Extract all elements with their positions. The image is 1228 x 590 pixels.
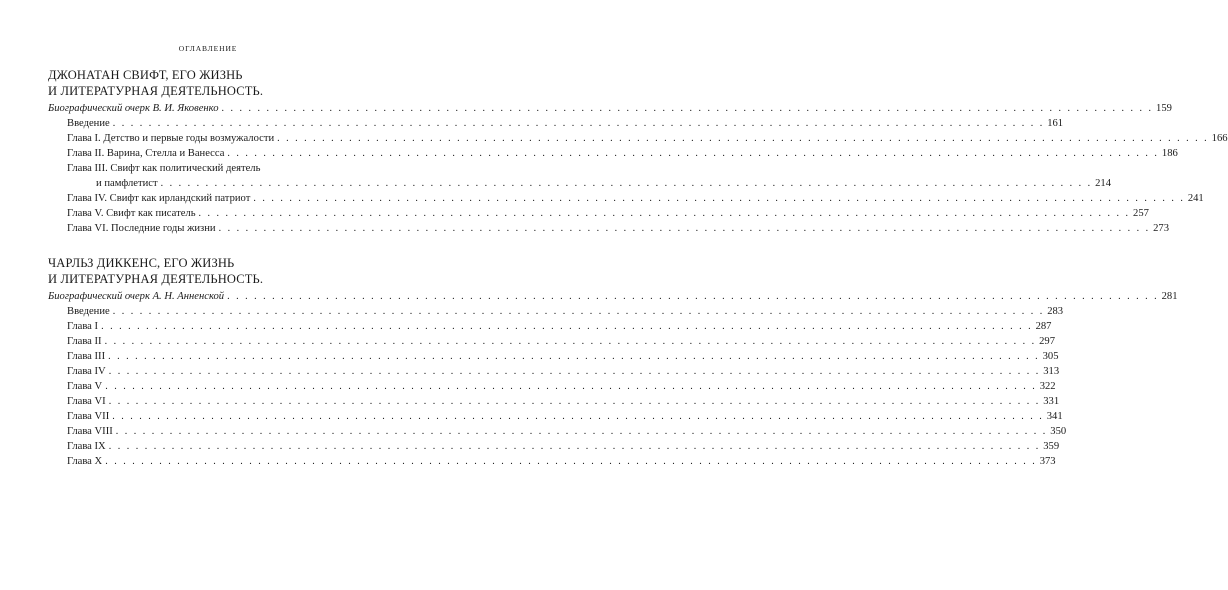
toc-entry-title: Глава X: [67, 456, 103, 467]
toc-entry[interactable]: [48, 454, 1056, 469]
toc-entry-title: Глава IX: [67, 441, 106, 452]
section-title-line: ДЖОНАТАН СВИФТ, ЕГО ЖИЗНЬ: [48, 68, 243, 82]
toc-entry-first-line: [67, 161, 360, 176]
toc-entry[interactable]: [48, 221, 1169, 236]
toc-entry[interactable]: [48, 424, 1067, 439]
toc-entry-title: Введение: [67, 306, 110, 317]
toc-page-number: 331: [1043, 396, 1060, 407]
toc-entry-title: Глава VI. Последние годы жизни: [67, 223, 216, 234]
toc-entry[interactable]: [48, 319, 1052, 334]
toc-entry[interactable]: [48, 116, 1064, 131]
toc-entry-title: Глава I: [67, 321, 99, 332]
section-title-line: И ЛИТЕРАТУРНАЯ ДЕЯТЕЛЬНОСТЬ.: [48, 272, 264, 286]
dot-leader: [101, 319, 1033, 334]
dot-leader: [113, 304, 1045, 319]
toc-entry-title: Глава V. Свифт как писатель: [67, 208, 196, 219]
toc-entry[interactable]: [48, 334, 1055, 349]
page-heading: ОГЛАВЛЕНИЕ: [178, 44, 238, 53]
toc-entry-title: Глава I. Детство и первые годы возмужалости: [67, 133, 275, 144]
toc-page-number: 186: [1161, 148, 1178, 159]
toc-entry[interactable]: [48, 349, 1059, 364]
toc-page-number: 305: [1042, 351, 1059, 362]
toc-entry-title: Глава VIII: [67, 426, 113, 437]
dot-leader: [109, 364, 1041, 379]
toc-entry-title: Глава II: [67, 336, 102, 347]
toc-entry-title: Глава IV: [67, 366, 106, 377]
dot-leader: [277, 131, 1209, 146]
toc-page-number: 273: [1153, 223, 1169, 234]
toc-entry-second-line: [67, 176, 1112, 191]
toc-entry[interactable]: [48, 131, 1228, 146]
toc-entry[interactable]: [48, 146, 1178, 161]
dot-leader: [105, 454, 1037, 469]
dot-leader: [105, 334, 1037, 349]
toc-page-number: 341: [1046, 411, 1063, 422]
toc-page-number: 257: [1133, 208, 1149, 219]
toc-page-number: 281: [1161, 291, 1178, 302]
toc-entry[interactable]: [48, 379, 1056, 394]
toc-entry[interactable]: [48, 289, 1178, 304]
toc-section-swift: [48, 67, 1228, 236]
dot-leader: [219, 221, 1151, 236]
toc-entry-title: Глава IV. Свифт как ирландский патриот: [67, 193, 251, 204]
toc-page-number: 287: [1035, 321, 1052, 332]
toc-entry-title: Глава VII: [67, 411, 110, 422]
dot-leader: [108, 349, 1040, 364]
toc-entry[interactable]: [48, 191, 1204, 206]
toc-list: [48, 101, 1228, 236]
toc-entry-wrap: [67, 161, 1112, 191]
toc-entry[interactable]: [48, 206, 1149, 221]
toc-entry-title: Введение: [67, 118, 110, 129]
toc-page-number: 161: [1047, 118, 1064, 129]
toc-page-number: 313: [1043, 366, 1060, 377]
toc-entry[interactable]: [48, 439, 1060, 454]
toc-entry-title: Биографический очерк А. Н. Анненской: [48, 291, 225, 302]
dot-leader: [253, 191, 1185, 206]
dot-leader: [222, 101, 1154, 116]
toc-page-number: 322: [1039, 381, 1056, 392]
toc-page-number: 297: [1039, 336, 1055, 347]
toc-page-number: 350: [1050, 426, 1067, 437]
dot-leader: [227, 289, 1159, 304]
dot-leader: [227, 146, 1159, 161]
dot-leader: [161, 176, 1093, 191]
dot-leader: [109, 439, 1041, 454]
section-title-line: И ЛИТЕРАТУРНАЯ ДЕЯТЕЛЬНОСТЬ.: [48, 84, 264, 98]
toc-entry-continuation: и памфлетист: [96, 178, 158, 189]
toc-entry-title: Глава II. Варина, Стелла и Ванесса: [67, 148, 225, 159]
toc-page-number: 373: [1039, 456, 1056, 467]
toc-entry-title: Биографический очерк В. И. Яковенко: [48, 103, 219, 114]
dot-leader: [199, 206, 1131, 221]
toc-section-dickens: [48, 255, 1178, 469]
toc-page-number: 241: [1187, 193, 1204, 204]
toc-entry[interactable]: [48, 409, 1063, 424]
toc-entry[interactable]: [48, 161, 1112, 191]
toc-page-number: 166: [1211, 133, 1228, 144]
toc-entry-title: Глава III. Свифт как политический деятель: [67, 163, 261, 174]
toc-entry[interactable]: [48, 101, 1172, 116]
section-title-line: ЧАРЛЬЗ ДИККЕНС, ЕГО ЖИЗНЬ: [48, 256, 235, 270]
dot-leader: [113, 116, 1045, 131]
dot-leader: [105, 379, 1037, 394]
dot-leader: [116, 424, 1048, 439]
toc-entry[interactable]: [48, 364, 1060, 379]
toc-entry-title: Глава V: [67, 381, 103, 392]
toc-entry[interactable]: [48, 304, 1064, 319]
dot-leader: [109, 394, 1041, 409]
toc-page-number: 359: [1043, 441, 1060, 452]
dot-leader: [112, 409, 1044, 424]
toc-page-number: 214: [1095, 178, 1112, 189]
toc-entry-title: Глава VI: [67, 396, 106, 407]
toc-page-number: 159: [1156, 103, 1172, 114]
toc-entry-title: Глава III: [67, 351, 106, 362]
toc-page-number: 283: [1047, 306, 1064, 317]
toc-entry[interactable]: [48, 394, 1060, 409]
toc-list: [48, 289, 1178, 469]
